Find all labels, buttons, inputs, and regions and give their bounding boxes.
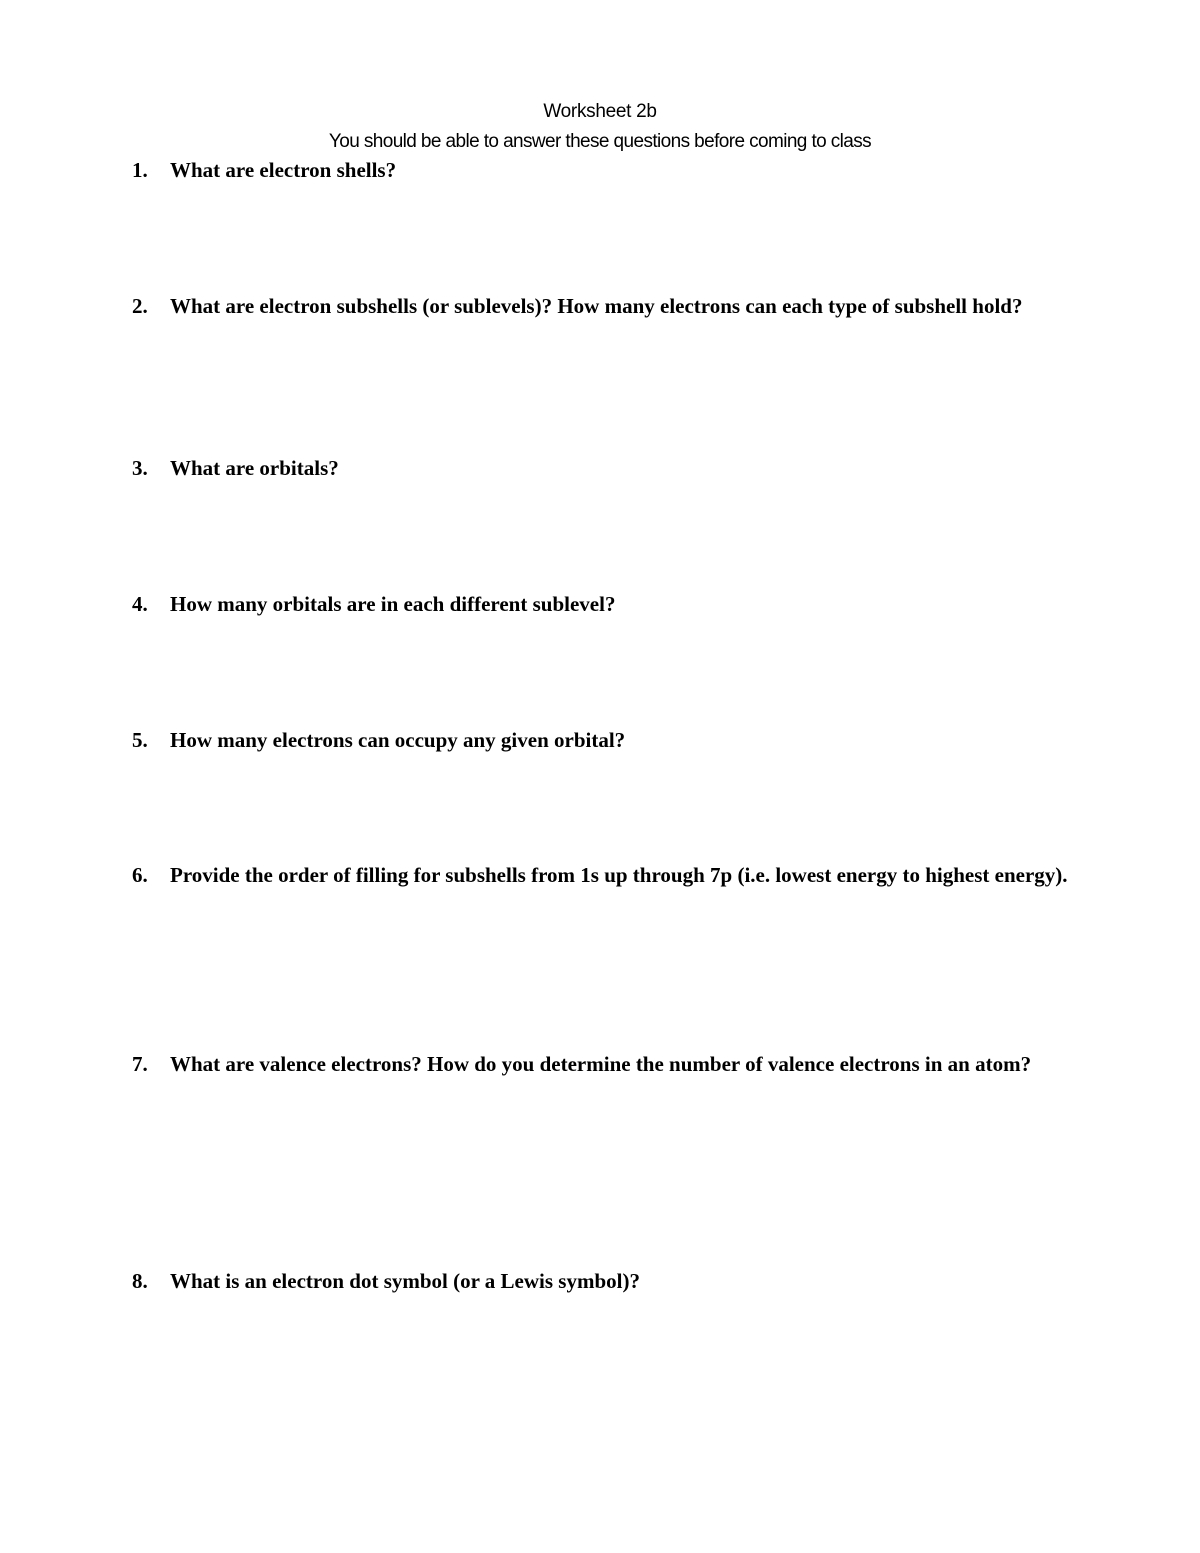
- question-text: What are electron shells?: [170, 158, 397, 182]
- question-5: [132, 727, 1112, 754]
- question-number: 2.: [132, 294, 148, 318]
- question-number: 7.: [132, 1052, 148, 1076]
- question-3: [132, 455, 1112, 482]
- question-2: [132, 293, 1112, 320]
- question-number: 4.: [132, 592, 148, 616]
- question-7: [132, 1051, 1112, 1078]
- question-1: [132, 157, 1112, 184]
- question-number: 5.: [132, 728, 148, 752]
- question-text: What is an electron dot symbol (or a Lewis symbol)?: [170, 1269, 640, 1293]
- question-number: 1.: [132, 158, 148, 182]
- question-6: [132, 862, 1112, 889]
- question-text: What are valence electrons? How do you determine the number of valence electrons in an atom?: [170, 1052, 1032, 1076]
- question-text: What are orbitals?: [170, 456, 339, 480]
- page-subtitle: You should be able to answer these questions before coming to class: [328, 131, 872, 152]
- page-title: Worksheet 2b: [543, 101, 657, 122]
- question-8: [132, 1268, 1112, 1295]
- question-4: [132, 591, 1112, 618]
- question-number: 8.: [132, 1269, 148, 1293]
- question-text: Provide the order of filling for subshells from 1s up through 7p (i.e. lowest energy to highest energy).: [170, 863, 1068, 887]
- question-text: How many electrons can occupy any given orbital?: [170, 728, 626, 752]
- question-text: How many orbitals are in each different sublevel?: [170, 592, 616, 616]
- question-number: 6.: [132, 863, 148, 887]
- question-number: 3.: [132, 456, 148, 480]
- question-text: What are electron subshells (or sublevels)? How many electrons can each type of subshell hold?: [170, 294, 1023, 318]
